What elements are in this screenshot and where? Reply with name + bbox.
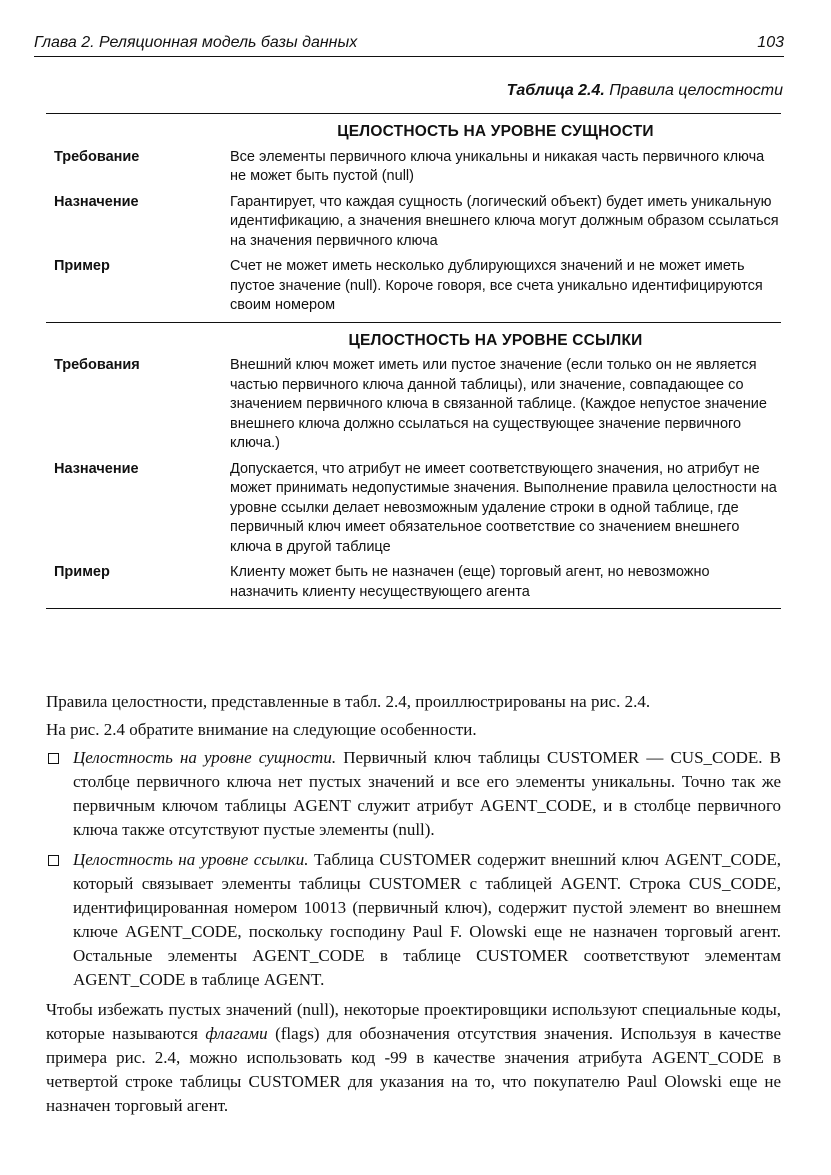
- row-label: Требования: [54, 357, 140, 373]
- list-item-body: Таблица CUSTOMER содержит внешний ключ AGENT_CODE, который связывает элементы таблицы CUSTOMER с таблицей AGENT. Строка CUS_CODE, идентифицированная номером 10013 (первичный ключ), содержит пустой элемент во внешнем ключе AGENT_CODE, поскольку господину Paul F. Olowski еще не назначен торговый агент. Остальные элементы AGENT_CODE в таблице CUSTOMER соответствуют элементам AGENT_CODE в таблице AGENT.: [73, 850, 781, 989]
- row-text: Клиенту может быть не назначен (еще) торговый агент, но невозможно назначить клиенту несуществующего агента: [230, 564, 710, 600]
- row-label: Назначение: [54, 460, 139, 477]
- paragraph-part: Чтобы избежать пустых значений (null), некоторые проектировщики используют специальные коды, которые называются: [46, 1000, 781, 1043]
- table-caption-text: Правила целостности: [604, 82, 783, 99]
- list-item-text: [73, 848, 781, 992]
- row-text: Допускается, что атрибут не имеет соответствующего значения, но атрибут не может принимать недопустимые значения. Выполнение правила целостности на уровне ссылки делает невозможным удаление строки в одной таблице, где первичный ключ имеет обязательное соответствие со значением внешнего ключа в другой таблице: [230, 460, 777, 555]
- table-row: [46, 356, 781, 454]
- table-bottom-rule: [46, 608, 781, 609]
- page-number: 103: [757, 34, 784, 51]
- table-row: [46, 563, 781, 602]
- row-text: Все элементы первичного ключа уникальны и никакая часть первичного ключа не может быть пустой (null): [230, 148, 765, 184]
- table-row: [46, 193, 781, 252]
- checkbox-bullet-icon: [48, 753, 59, 764]
- list-item-lead: Целостность на уровне сущности.: [73, 748, 337, 767]
- paragraph: На рис. 2.4 обратите внимание на следующие особенности.: [46, 720, 477, 739]
- row-text: Внешний ключ может иметь или пустое значение (если только он не является частью первичного ключа данной таблицы), или значение, совпадающее со значением первичного ключа в связанной таблице. (Каждое непустое значение внешнего ключа должно ссылаться на существующее значение первичного ключа.): [230, 357, 767, 451]
- table-row: [46, 148, 781, 187]
- row-label: Пример: [54, 258, 110, 274]
- row-text: Гарантирует, что каждая сущность (логический объект) будет иметь уникальную идентификацию, а значения внешнего ключа могут должным образом ссылаться на значения первичного ключа: [230, 193, 779, 249]
- section-title-reference: ЦЕЛОСТНОСТЬ НА УРОВНЕ ССЫЛКИ: [348, 331, 643, 349]
- chapter-title: Глава 2. Реляционная модель базы данных: [34, 34, 358, 51]
- list-item-lead: Целостность на уровне ссылки.: [73, 850, 309, 869]
- table-row: [46, 460, 781, 558]
- row-label: Пример: [54, 564, 110, 580]
- emphasis-term: флагами: [205, 1024, 268, 1043]
- table-row: [46, 257, 781, 316]
- paragraph: [46, 998, 781, 1118]
- integrity-rules-table: [46, 113, 781, 609]
- section-title-entity: ЦЕЛОСТНОСТЬ НА УРОВНЕ СУЩНОСТИ: [337, 123, 654, 140]
- checkbox-bullet-icon: [48, 855, 59, 866]
- list-item-text: [73, 746, 781, 842]
- table-caption-number: Таблица 2.4.: [506, 82, 605, 99]
- running-header: [34, 34, 784, 57]
- row-label: Требование: [54, 148, 140, 165]
- row-label: Назначение: [54, 193, 139, 210]
- body-text: [46, 690, 781, 1122]
- row-text: Счет не может иметь несколько дублирующихся значений и не может иметь пустое значение (null). Короче говоря, все счета уникально идентифицируются своим номером: [230, 258, 763, 313]
- table-caption: [507, 82, 783, 100]
- paragraph-part: (flags) для обозначения отсутствия значения. Используя в качестве примера рис. 2.4, можно использовать код -99 в качестве значения атрибута AGENT_CODE в четвертой строке таблицы CUSTOMER для указания на то, что покупателю Paul Olowski еще не назначен торговый агент.: [46, 1024, 781, 1115]
- paragraph: Правила целостности, представленные в табл. 2.4, проиллюстрированы на рис. 2.4.: [46, 692, 651, 711]
- list-item: [46, 746, 781, 842]
- list-item: [46, 848, 781, 992]
- list-item-body: Первичный ключ таблицы CUSTOMER — CUS_CODE. В столбце первичного ключа нет пустых значений и все его элементы уникальны. Точно так же первичным ключом таблицы AGENT служит атрибут AGENT_CODE, и в столбце первичного ключа также отсутствуют пустые элементы (null).: [73, 748, 782, 839]
